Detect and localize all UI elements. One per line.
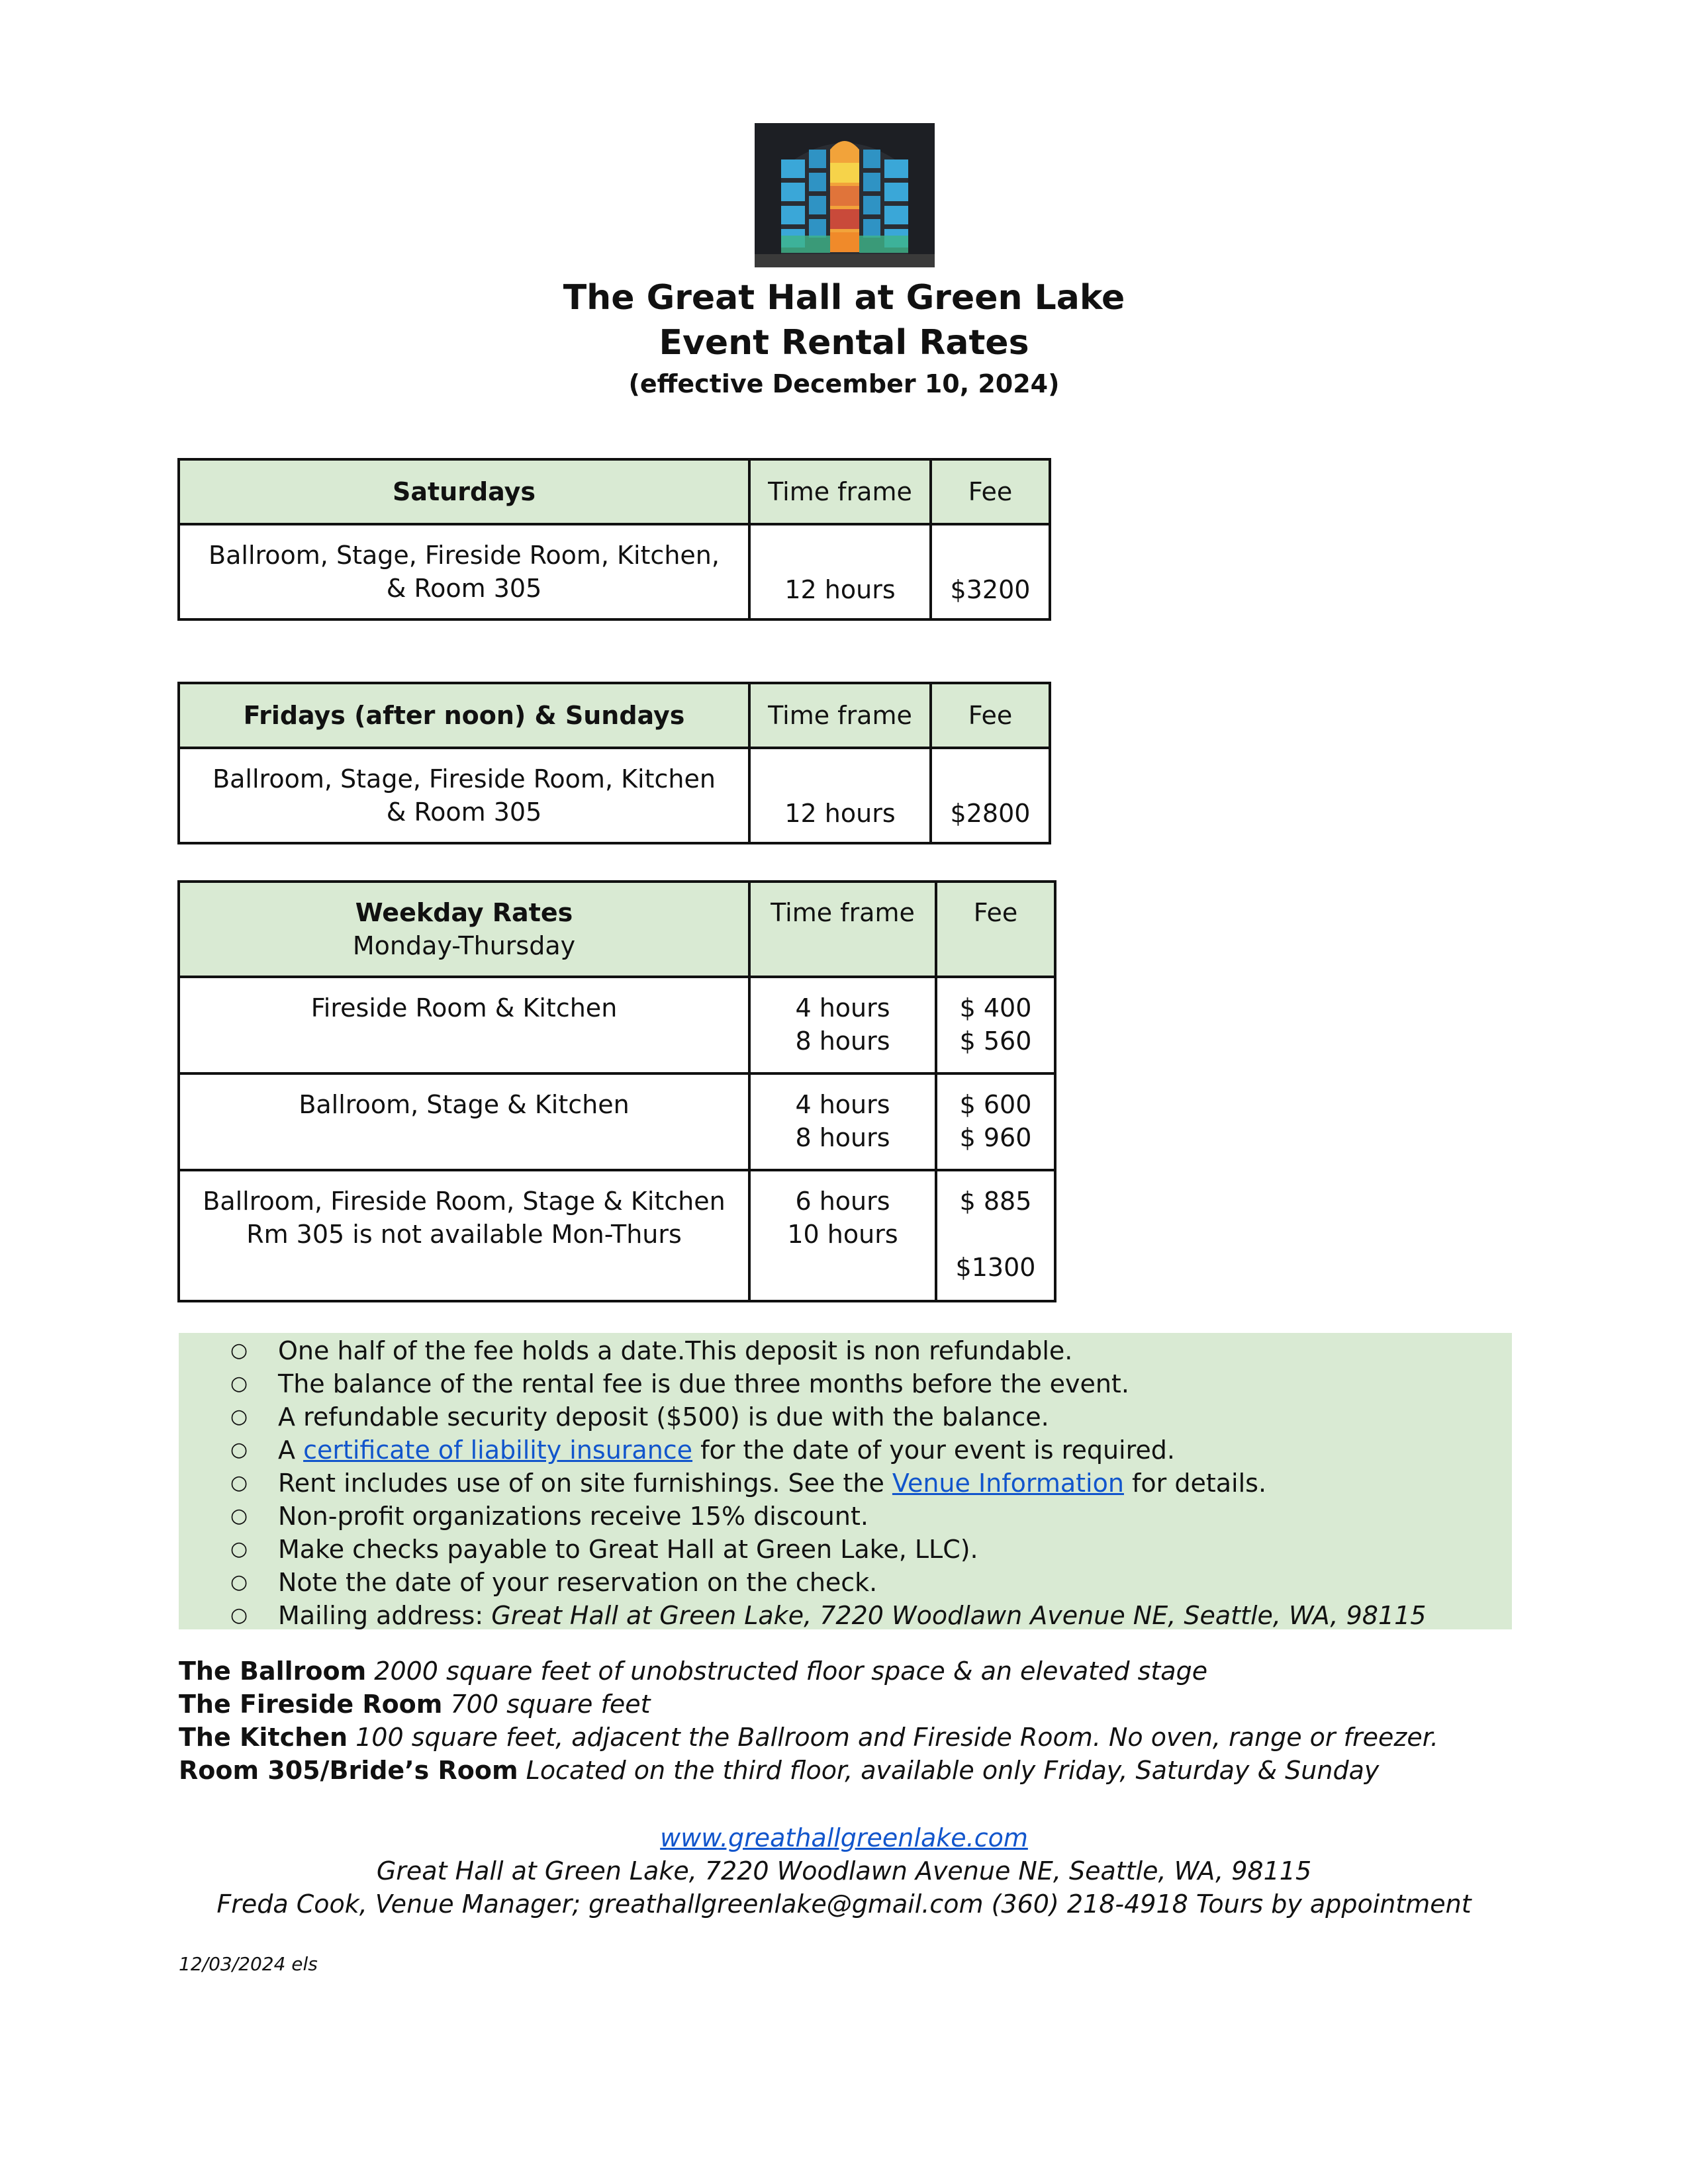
list-item: ○ Make checks payable to Great Hall at Green Lake, LLC). <box>230 1535 978 1564</box>
room-fireside: The Fireside Room 700 square feet <box>179 1690 651 1719</box>
venue-information-link[interactable]: Venue Information <box>892 1469 1124 1498</box>
table-header-day: Fridays (after noon) & Sundays <box>179 683 749 748</box>
weekday-rate-table <box>177 880 1056 1302</box>
room-descriptions <box>179 1655 1438 1787</box>
table-header-time: Time frame <box>749 683 931 748</box>
table-header-fee: Fee <box>936 882 1055 977</box>
table-header-time: Time frame <box>749 459 931 524</box>
table-cell-fee: $ 600 $ 960 <box>936 1073 1055 1170</box>
effective-date: (effective December 10, 2024) <box>628 369 1060 398</box>
table-cell-fee: $3200 <box>931 524 1050 619</box>
table-header-fee: Fee <box>931 459 1050 524</box>
table-row <box>179 1170 1055 1301</box>
revision-stamp: 12/03/2024 els <box>179 1953 318 1975</box>
room-ballroom: The Ballroom 2000 square feet of unobstructed floor space & an elevated stage <box>179 1657 1208 1686</box>
notes-list <box>179 1334 1426 1632</box>
list-item: ○ One half of the fee holds a date.This deposit is non refundable. <box>230 1336 1073 1365</box>
table-cell-fee: $ 885 $1300 <box>936 1170 1055 1301</box>
table-cell-fee: $2800 <box>931 748 1050 843</box>
room-305: Room 305/Bride’s Room Located on the third floor, available only Friday, Saturday & Sunday <box>179 1756 1380 1785</box>
table-header-day: Saturdays <box>179 459 749 524</box>
list-item: ○ A certificate of liability insurance for the date of your event is required. <box>230 1435 1175 1465</box>
list-item: ○ A refundable security deposit ($500) is due with the balance. <box>230 1402 1049 1432</box>
saturdays-rate-table <box>177 458 1051 621</box>
table-row <box>179 1073 1055 1170</box>
table-cell-space: Ballroom, Fireside Room, Stage & Kitchen Rm 305 is not available Mon-Thurs <box>179 1170 749 1301</box>
table-cell-space: Ballroom, Stage, Fireside Room, Kitchen & Room 305 <box>179 748 749 843</box>
website-link[interactable]: www.greathallgreenlake.com <box>660 1823 1028 1852</box>
table-cell-fee: $ 400 $ 560 <box>936 977 1055 1073</box>
list-item: ○ Non-profit organizations receive 15% discount. <box>230 1502 868 1531</box>
table-cell-space: Ballroom, Stage & Kitchen <box>179 1073 749 1170</box>
footer-address: Great Hall at Green Lake, 7220 Woodlawn Avenue NE, Seattle, WA, 98115 <box>376 1856 1312 1886</box>
table-cell-space: Fireside Room & Kitchen <box>179 977 749 1073</box>
table-header-fee: Fee <box>931 683 1050 748</box>
table-cell-time: 4 hours 8 hours <box>749 977 936 1073</box>
insurance-certificate-link[interactable]: certificate of liability insurance <box>303 1435 693 1465</box>
table-header-time: Time frame <box>749 882 936 977</box>
table-header-day: Weekday Rates Monday-Thursday <box>179 882 749 977</box>
table-cell-space: Ballroom, Stage, Fireside Room, Kitchen, & Room 305 <box>179 524 749 619</box>
list-item: ○ Rent includes use of on site furnishings. See the Venue Information for details. <box>230 1469 1267 1498</box>
table-cell-time: 12 hours <box>749 748 931 843</box>
list-item: ○ The balance of the rental fee is due three months before the event. <box>230 1369 1129 1398</box>
list-item: ○ Note the date of your reservation on the check. <box>230 1568 878 1597</box>
table-cell-time: 12 hours <box>749 524 931 619</box>
fridays-sundays-rate-table <box>177 682 1051 844</box>
list-item: ○ Mailing address: Great Hall at Green Lake, 7220 Woodlawn Avenue NE, Seattle, WA, 98115 <box>230 1601 1427 1630</box>
footer-contact: Freda Cook, Venue Manager; greathallgreenlake@gmail.com (360) 218-4918 Tours by appointment <box>216 1889 1472 1919</box>
table-cell-time: 6 hours 10 hours <box>749 1170 936 1301</box>
table-row <box>179 977 1055 1073</box>
room-kitchen: The Kitchen 100 square feet, adjacent the Ballroom and Fireside Room. No oven, range or freezer. <box>179 1723 1438 1752</box>
page-subtitle: Event Rental Rates <box>659 323 1029 363</box>
stained-glass-window-image <box>755 123 935 267</box>
page-title: The Great Hall at Green Lake <box>563 278 1125 318</box>
table-cell-time: 4 hours 8 hours <box>749 1073 936 1170</box>
website-line <box>0 1821 1688 1854</box>
notes-box <box>179 1333 1512 1629</box>
